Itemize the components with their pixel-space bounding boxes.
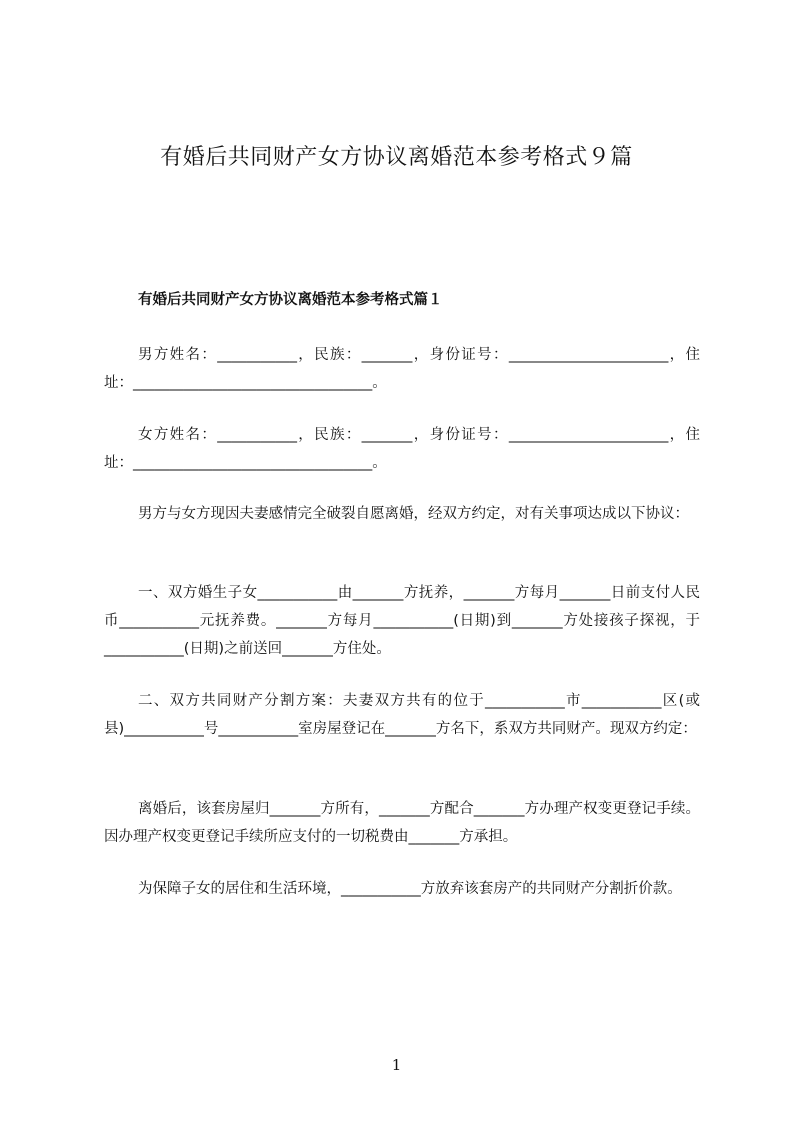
page-title: 有婚后共同财产女方协议离婚范本参考格式９篇 xyxy=(160,145,633,170)
page-number: 1 xyxy=(391,1056,402,1074)
paragraph-property-division: 二、双方共同财产分割方案：夫妻双方共有的位于___________市___________区(或县)___________号___________室房屋登记在_______方名下，系双方共同财产。现双方约定： xyxy=(104,693,700,737)
paragraph-male-info: 男方姓名：___________，民族：_______，身份证号：______________________，住址：_________________________________。 xyxy=(104,347,700,391)
section-heading: 有婚后共同财产女方协议离婚范本参考格式篇１ xyxy=(138,292,443,308)
paragraph-child-custody: 一、双方婚生子女___________由_______方抚养，_______方每月_______日前支付人民币___________元抚养费。_______方每月___________(日期)到_______方处接孩子探视，于___________(日期)之前送回_______方住处。 xyxy=(104,585,700,657)
paragraph-female-info: 女方姓名：___________，民族：_______，身份证号：______________________，住址：_________________________________。 xyxy=(104,427,700,471)
paragraph-house-ownership: 离婚后，该套房屋归_______方所有，_______方配合_______方办理产权变更登记手续。因办理产权变更登记手续所应支付的一切税费由_______方承担。 xyxy=(104,801,700,845)
paragraph-child-residence: 为保障子女的居住和生活环境，___________方放弃该套房产的共同财产分割折价款。 xyxy=(138,881,682,897)
paragraph-agreement-intro: 男方与女方现因夫妻感情完全破裂自愿离婚，经双方约定，对有关事项达成以下协议： xyxy=(138,506,689,522)
